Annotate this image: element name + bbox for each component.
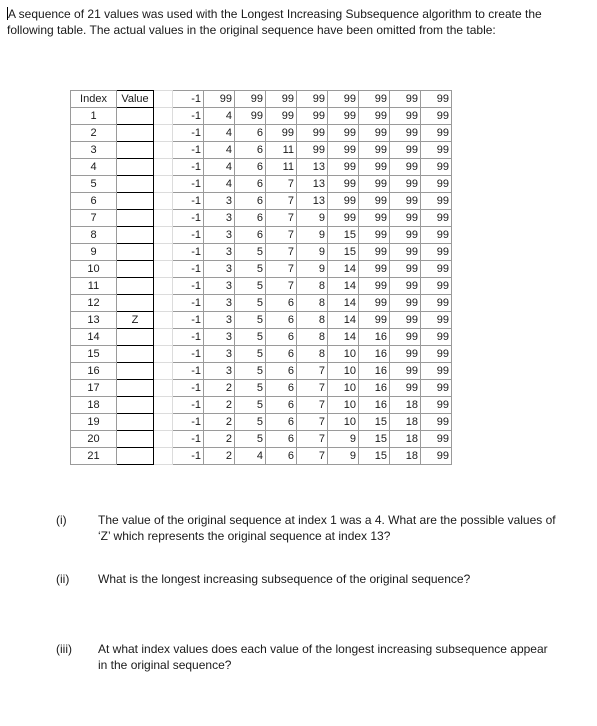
table-row — [71, 176, 452, 193]
tail-cell: -1 — [173, 312, 204, 329]
tail-cell: 99 — [359, 159, 390, 176]
tail-cell: 99 — [359, 176, 390, 193]
tail-cell: 6 — [235, 159, 266, 176]
tail-cell: 99 — [421, 142, 452, 159]
lis-table — [70, 90, 452, 465]
tail-cell: -1 — [173, 380, 204, 397]
value-cell — [117, 193, 154, 210]
tail-cell: 14 — [328, 312, 359, 329]
tail-cell: 2 — [204, 397, 235, 414]
spacer-cell — [154, 210, 173, 227]
tail-cell: 99 — [390, 159, 421, 176]
spacer-cell — [154, 363, 173, 380]
tail-cell: 3 — [204, 346, 235, 363]
tail-cell: 99 — [421, 244, 452, 261]
table-row — [71, 329, 452, 346]
tail-cell: 99 — [266, 91, 297, 108]
tail-cell: -1 — [173, 193, 204, 210]
tail-cell: 6 — [235, 193, 266, 210]
index-cell: 12 — [71, 295, 117, 312]
tail-cell: 15 — [359, 414, 390, 431]
tail-cell: 3 — [204, 363, 235, 380]
index-header: Index — [71, 91, 117, 108]
tail-cell: 2 — [204, 380, 235, 397]
tail-cell: 15 — [359, 431, 390, 448]
tail-cell: -1 — [173, 142, 204, 159]
tail-cell: 99 — [297, 142, 328, 159]
tail-cell: 99 — [390, 312, 421, 329]
tail-cell: 99 — [390, 295, 421, 312]
tail-cell: 99 — [359, 295, 390, 312]
tail-cell: -1 — [173, 159, 204, 176]
spacer-cell — [154, 244, 173, 261]
tail-cell: 99 — [390, 346, 421, 363]
tail-cell: -1 — [173, 176, 204, 193]
tail-cell: 6 — [266, 380, 297, 397]
value-cell — [117, 244, 154, 261]
index-cell: 5 — [71, 176, 117, 193]
index-cell: 11 — [71, 278, 117, 295]
tail-cell: 6 — [266, 363, 297, 380]
tail-cell: 15 — [328, 227, 359, 244]
tail-cell: 16 — [359, 397, 390, 414]
value-cell — [117, 448, 154, 465]
value-cell — [117, 227, 154, 244]
tail-cell: 18 — [390, 397, 421, 414]
tail-cell: 2 — [204, 448, 235, 465]
table-row — [71, 261, 452, 278]
tail-cell: -1 — [173, 448, 204, 465]
tail-cell: 5 — [235, 261, 266, 278]
tail-cell: 16 — [359, 329, 390, 346]
tail-cell: 3 — [204, 210, 235, 227]
tail-cell: 99 — [390, 176, 421, 193]
value-cell — [117, 142, 154, 159]
table-row — [71, 431, 452, 448]
header-row — [71, 91, 452, 108]
table-row — [71, 397, 452, 414]
tail-cell: 3 — [204, 227, 235, 244]
tail-cell: 18 — [390, 431, 421, 448]
value-cell — [117, 346, 154, 363]
tail-cell: 3 — [204, 278, 235, 295]
tail-cell: 99 — [421, 125, 452, 142]
table-row — [71, 295, 452, 312]
tail-cell: 99 — [328, 142, 359, 159]
tail-cell: 5 — [235, 431, 266, 448]
value-cell — [117, 108, 154, 125]
spacer-cell — [154, 142, 173, 159]
tail-cell: 5 — [235, 329, 266, 346]
tail-cell: 9 — [297, 261, 328, 278]
table-row — [71, 227, 452, 244]
tail-cell: 99 — [421, 329, 452, 346]
tail-cell: 14 — [328, 261, 359, 278]
tail-cell: 9 — [328, 448, 359, 465]
spacer-cell — [154, 108, 173, 125]
tail-cell: 3 — [204, 193, 235, 210]
table-row — [71, 244, 452, 261]
tail-cell: 13 — [297, 193, 328, 210]
index-cell: 14 — [71, 329, 117, 346]
index-cell: 16 — [71, 363, 117, 380]
tail-cell: 10 — [328, 346, 359, 363]
spacer-cell — [154, 227, 173, 244]
index-cell: 4 — [71, 159, 117, 176]
tail-cell: 99 — [390, 108, 421, 125]
tail-cell: 99 — [328, 176, 359, 193]
tail-cell: 13 — [297, 159, 328, 176]
tail-cell: 99 — [390, 91, 421, 108]
tail-cell: -1 — [173, 414, 204, 431]
table-row — [71, 278, 452, 295]
tail-cell: 14 — [328, 278, 359, 295]
value-cell — [117, 278, 154, 295]
index-cell: 6 — [71, 193, 117, 210]
tail-cell: 6 — [266, 414, 297, 431]
tail-cell: 5 — [235, 295, 266, 312]
spacer-cell — [154, 346, 173, 363]
value-cell — [117, 159, 154, 176]
tail-cell: 7 — [266, 278, 297, 295]
tail-cell: 99 — [328, 159, 359, 176]
tail-cell: 99 — [421, 295, 452, 312]
question-text: At what index values does each value of the longest increasing subsequence appear in the original sequence? — [98, 642, 548, 672]
tail-cell: 99 — [421, 346, 452, 363]
spacer-cell — [154, 312, 173, 329]
spacer-cell — [154, 295, 173, 312]
tail-cell: 99 — [390, 142, 421, 159]
table-row — [71, 108, 452, 125]
tail-cell: 99 — [328, 210, 359, 227]
tail-cell: -1 — [173, 363, 204, 380]
tail-cell: 5 — [235, 397, 266, 414]
tail-cell: 99 — [421, 431, 452, 448]
tail-cell: 99 — [235, 91, 266, 108]
tail-cell: 99 — [390, 278, 421, 295]
table-row — [71, 346, 452, 363]
tail-cell: 99 — [390, 363, 421, 380]
index-cell: 13 — [71, 312, 117, 329]
table-row — [71, 312, 452, 329]
tail-cell: 99 — [390, 125, 421, 142]
index-cell: 9 — [71, 244, 117, 261]
tail-cell: 7 — [297, 397, 328, 414]
tail-cell: 7 — [297, 431, 328, 448]
spacer-cell — [154, 397, 173, 414]
intro-text: A sequence of 21 values was used with the Longest Increasing Subsequence algorithm to create the following table. The actual values in the original sequence have been omitted from the table: — [7, 7, 542, 37]
index-cell: 2 — [71, 125, 117, 142]
tail-cell: 8 — [297, 312, 328, 329]
index-cell: 17 — [71, 380, 117, 397]
tail-cell: 18 — [390, 414, 421, 431]
tail-cell: 10 — [328, 397, 359, 414]
tail-cell: 10 — [328, 363, 359, 380]
value-cell — [117, 397, 154, 414]
spacer-cell — [154, 448, 173, 465]
tail-cell: 99 — [359, 227, 390, 244]
index-cell: 7 — [71, 210, 117, 227]
index-cell: 19 — [71, 414, 117, 431]
tail-cell: 14 — [328, 329, 359, 346]
tail-cell: 99 — [297, 91, 328, 108]
tail-cell: 6 — [235, 142, 266, 159]
table-row — [71, 193, 452, 210]
tail-cell: 6 — [266, 346, 297, 363]
tail-cell: 4 — [204, 159, 235, 176]
tail-cell: 15 — [328, 244, 359, 261]
tail-cell: 5 — [235, 363, 266, 380]
tail-cell: -1 — [173, 227, 204, 244]
value-cell — [117, 295, 154, 312]
tail-cell: 99 — [390, 380, 421, 397]
tail-cell: 5 — [235, 278, 266, 295]
tail-cell: 99 — [421, 227, 452, 244]
tail-cell: 6 — [266, 431, 297, 448]
tail-cell: 6 — [266, 397, 297, 414]
table-row — [71, 448, 452, 465]
tail-cell: 6 — [266, 329, 297, 346]
tail-cell: 15 — [359, 448, 390, 465]
tail-cell: 99 — [421, 380, 452, 397]
tail-cell: 99 — [266, 125, 297, 142]
tail-cell: 3 — [204, 244, 235, 261]
tail-cell: 9 — [297, 210, 328, 227]
tail-cell: 6 — [235, 227, 266, 244]
question-text: The value of the original sequence at index 1 was a 4. What are the possible values of ‘Z’ which represents the original sequence at index 13? — [98, 513, 556, 543]
question-label: (i) — [56, 513, 67, 527]
index-cell: 8 — [71, 227, 117, 244]
tail-cell: 99 — [421, 176, 452, 193]
tail-cell: 99 — [359, 278, 390, 295]
tail-cell: 6 — [266, 295, 297, 312]
table-row — [71, 363, 452, 380]
value-cell — [117, 210, 154, 227]
tail-cell: 7 — [297, 380, 328, 397]
tail-cell: -1 — [173, 108, 204, 125]
intro-paragraph — [7, 6, 567, 38]
spacer-cell — [154, 380, 173, 397]
tail-cell: 13 — [297, 176, 328, 193]
tail-cell: 5 — [235, 380, 266, 397]
tail-cell: 99 — [390, 227, 421, 244]
spacer-cell — [154, 193, 173, 210]
tail-cell: 6 — [266, 312, 297, 329]
tail-cell: -1 — [173, 397, 204, 414]
tail-cell: 2 — [204, 414, 235, 431]
value-cell — [117, 176, 154, 193]
tail-cell: 10 — [328, 380, 359, 397]
tail-cell: 99 — [328, 125, 359, 142]
tail-cell: 99 — [421, 448, 452, 465]
tail-cell: 5 — [235, 414, 266, 431]
tail-cell: 8 — [297, 278, 328, 295]
tail-cell: 3 — [204, 329, 235, 346]
tail-cell: 7 — [266, 176, 297, 193]
tail-cell: 99 — [421, 159, 452, 176]
tail-cell: 99 — [359, 193, 390, 210]
value-cell: Z — [117, 312, 154, 329]
tail-cell: -1 — [173, 278, 204, 295]
tail-cell: 99 — [328, 108, 359, 125]
tail-cell: 99 — [390, 261, 421, 278]
spacer-cell — [154, 125, 173, 142]
tail-cell: 8 — [297, 295, 328, 312]
question-text: What is the longest increasing subsequence of the original sequence? — [98, 572, 471, 586]
spacer-cell — [154, 431, 173, 448]
tail-cell: 4 — [235, 448, 266, 465]
question-label: (ii) — [56, 572, 70, 586]
index-cell: 3 — [71, 142, 117, 159]
spacer-cell — [154, 414, 173, 431]
tail-cell: 99 — [421, 91, 452, 108]
spacer-cell — [154, 278, 173, 295]
value-cell — [117, 261, 154, 278]
tail-cell: 8 — [297, 329, 328, 346]
tail-cell: 7 — [266, 193, 297, 210]
tail-cell: 99 — [421, 397, 452, 414]
table-row — [71, 159, 452, 176]
table-row — [71, 142, 452, 159]
tail-cell: 5 — [235, 312, 266, 329]
tail-cell: -1 — [173, 91, 204, 108]
tail-cell: 99 — [390, 193, 421, 210]
tail-cell: 11 — [266, 142, 297, 159]
tail-cell: -1 — [173, 261, 204, 278]
tail-cell: 99 — [390, 244, 421, 261]
spacer-cell — [154, 176, 173, 193]
tail-cell: 4 — [204, 176, 235, 193]
question-label: (iii) — [56, 642, 72, 656]
index-cell: 15 — [71, 346, 117, 363]
tail-cell: 7 — [266, 210, 297, 227]
table-row — [71, 414, 452, 431]
tail-cell: 99 — [359, 125, 390, 142]
tail-cell: 99 — [204, 91, 235, 108]
table-row — [71, 210, 452, 227]
tail-cell: 3 — [204, 312, 235, 329]
tail-cell: 7 — [297, 363, 328, 380]
tail-cell: 99 — [328, 91, 359, 108]
tail-cell: 99 — [421, 312, 452, 329]
tail-cell: 99 — [359, 142, 390, 159]
spacer-cell — [154, 329, 173, 346]
tail-cell: 99 — [421, 278, 452, 295]
tail-cell: 9 — [297, 227, 328, 244]
tail-cell: 7 — [297, 448, 328, 465]
tail-cell: 99 — [421, 261, 452, 278]
tail-cell: 7 — [266, 227, 297, 244]
tail-cell: 5 — [235, 244, 266, 261]
value-cell — [117, 329, 154, 346]
tail-cell: 6 — [235, 176, 266, 193]
tail-cell: 2 — [204, 431, 235, 448]
tail-cell: 99 — [328, 193, 359, 210]
tail-cell: 99 — [359, 244, 390, 261]
tail-cell: 5 — [235, 346, 266, 363]
value-cell — [117, 380, 154, 397]
tail-cell: 6 — [266, 448, 297, 465]
tail-cell: 4 — [204, 108, 235, 125]
spacer-cell — [154, 91, 173, 108]
value-cell — [117, 431, 154, 448]
tail-cell: 99 — [421, 193, 452, 210]
tail-cell: 4 — [204, 142, 235, 159]
tail-cell: 99 — [359, 91, 390, 108]
tail-cell: 99 — [359, 210, 390, 227]
tail-cell: -1 — [173, 295, 204, 312]
tail-cell: -1 — [173, 210, 204, 227]
table-row — [71, 125, 452, 142]
index-cell: 21 — [71, 448, 117, 465]
tail-cell: 7 — [266, 244, 297, 261]
tail-cell: -1 — [173, 125, 204, 142]
spacer-cell — [154, 159, 173, 176]
tail-cell: 99 — [297, 108, 328, 125]
value-cell — [117, 125, 154, 142]
tail-cell: 16 — [359, 346, 390, 363]
index-cell: 10 — [71, 261, 117, 278]
tail-cell: 6 — [235, 210, 266, 227]
tail-cell: 16 — [359, 363, 390, 380]
tail-cell: 4 — [204, 125, 235, 142]
spacer-cell — [154, 261, 173, 278]
tail-cell: 14 — [328, 295, 359, 312]
tail-cell: 18 — [390, 448, 421, 465]
tail-cell: 3 — [204, 295, 235, 312]
tail-cell: 99 — [421, 363, 452, 380]
tail-cell: -1 — [173, 431, 204, 448]
tail-cell: 16 — [359, 380, 390, 397]
tail-cell: 3 — [204, 261, 235, 278]
tail-cell: 99 — [421, 414, 452, 431]
value-cell — [117, 363, 154, 380]
tail-cell: 99 — [235, 108, 266, 125]
index-cell: 18 — [71, 397, 117, 414]
tail-cell: -1 — [173, 346, 204, 363]
tail-cell: 10 — [328, 414, 359, 431]
tail-cell: -1 — [173, 329, 204, 346]
tail-cell: 99 — [390, 329, 421, 346]
tail-cell: 99 — [390, 210, 421, 227]
index-cell: 1 — [71, 108, 117, 125]
tail-cell: 7 — [297, 414, 328, 431]
tail-cell: 9 — [297, 244, 328, 261]
tail-cell: 99 — [359, 261, 390, 278]
table-row — [71, 380, 452, 397]
index-cell: 20 — [71, 431, 117, 448]
tail-cell: 99 — [297, 125, 328, 142]
tail-cell: 6 — [235, 125, 266, 142]
tail-cell: 99 — [359, 108, 390, 125]
value-cell — [117, 414, 154, 431]
tail-cell: 7 — [266, 261, 297, 278]
tail-cell: 99 — [359, 312, 390, 329]
tail-cell: -1 — [173, 244, 204, 261]
tail-cell: 99 — [421, 108, 452, 125]
tail-cell: 9 — [328, 431, 359, 448]
tail-cell: 99 — [266, 108, 297, 125]
tail-cell: 99 — [421, 210, 452, 227]
tail-cell: 11 — [266, 159, 297, 176]
tail-cell: 8 — [297, 346, 328, 363]
value-header: Value — [117, 91, 154, 108]
